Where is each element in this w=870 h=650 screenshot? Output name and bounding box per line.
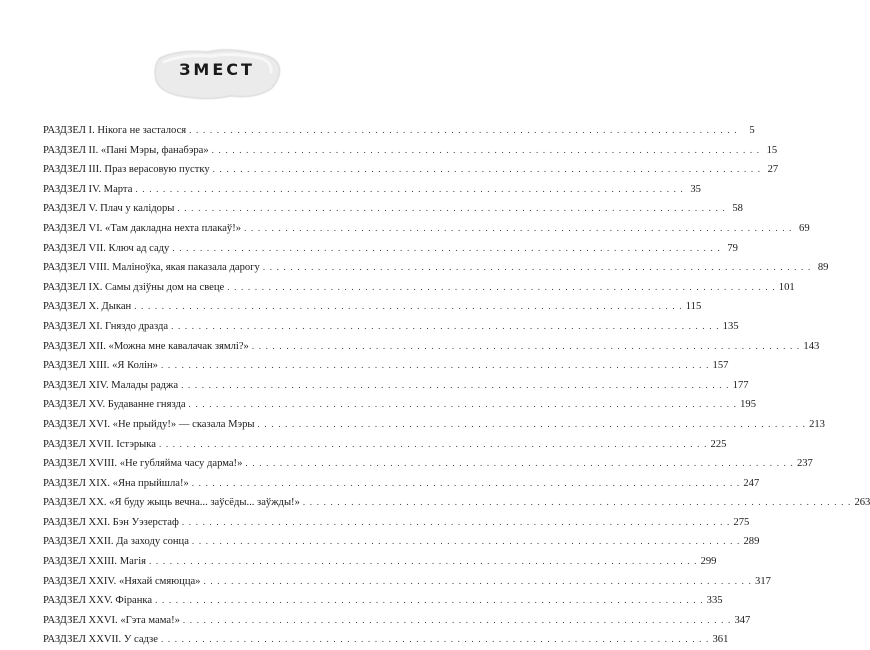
toc-entry-page: 275 xyxy=(733,516,750,528)
toc-entry-label: РАЗДЗЕЛ VIII. Маліноўка, якая паказала дарогу xyxy=(43,262,260,274)
dot-leader: . . . . . . . . . . . . . . . . . . . . . . . . . . . . . . . . . . . . . . . . . . . . . . . . . . . . . . . . . . . . . . . . . . . . . . . . . . . . . . . . xyxy=(177,203,726,214)
dot-leader: . . . . . . . . . . . . . . . . . . . . . . . . . . . . . . . . . . . . . . . . . . . . . . . . . . . . . . . . . . . . . . . . . . . . . . . . . . . . . . . . xyxy=(227,281,776,292)
dot-leader: . . . . . . . . . . . . . . . . . . . . . . . . . . . . . . . . . . . . . . . . . . . . . . . . . . . . . . . . . . . . . . . . . . . . . . . . . . . . . . . . xyxy=(212,164,762,175)
toc-entry xyxy=(43,611,751,631)
toc-entry xyxy=(43,258,829,278)
dot-leader: . . . . . . . . . . . . . . . . . . . . . . . . . . . . . . . . . . . . . . . . . . . . . . . . . . . . . . . . . . . . . . . . . . . . . . . . . . . . . . . . xyxy=(135,183,684,194)
toc-entry-label: РАЗДЗЕЛ XIII. «Я Колін» xyxy=(43,360,158,372)
toc-entry xyxy=(43,278,795,298)
toc-entry xyxy=(43,317,739,337)
toc-entry-label: РАЗДЗЕЛ V. Плач у калідоры xyxy=(43,203,175,215)
toc-entry-page: 177 xyxy=(732,379,749,391)
dot-leader: . . . . . . . . . . . . . . . . . . . . . . . . . . . . . . . . . . . . . . . . . . . . . . . . . . . . . . . . . . . . . . . . . . . . . . . . . . . . . . . . xyxy=(171,320,720,331)
toc-entry-label: РАЗДЗЕЛ XXI. Бэн Уэзерстаф xyxy=(43,516,179,528)
toc-entry xyxy=(43,337,820,357)
toc-entry-page: 247 xyxy=(743,477,760,489)
toc-entry xyxy=(43,219,810,239)
toc-entry-page: 225 xyxy=(710,438,727,450)
dot-leader: . . . . . . . . . . . . . . . . . . . . . . . . . . . . . . . . . . . . . . . . . . . . . . . . . . . . . . . . . . . . . . . . . . . . . . . . . . . . . . . . xyxy=(244,222,793,233)
toc-entry xyxy=(43,474,760,494)
toc-entry-page: 89 xyxy=(817,262,829,274)
dot-leader: . . . . . . . . . . . . . . . . . . . . . . . . . . . . . . . . . . . . . . . . . . . . . . . . . . . . . . . . . . . . . . . . . . . . . . . . . . . . . . . . xyxy=(262,262,812,273)
toc-entry xyxy=(43,493,870,513)
toc-entry-label: РАЗДЗЕЛ IV. Марта xyxy=(43,183,133,195)
toc-entry-page: 195 xyxy=(740,399,756,411)
dot-leader: . . . . . . . . . . . . . . . . . . . . . . . . . . . . . . . . . . . . . . . . . . . . . . . . . . . . . . . . . . . . . . . . . . . . . . . . . . . . . . . . xyxy=(188,399,738,410)
toc-entry-label: РАЗДЗЕЛ VII. Ключ ад саду xyxy=(43,242,170,254)
dot-leader: . . . . . . . . . . . . . . . . . . . . . . . . . . . . . . . . . . . . . . . . . . . . . . . . . . . . . . . . . . . . . . . . . . . . . . . . . . . . . . . . xyxy=(251,340,801,351)
dot-leader: . . . . . . . . . . . . . . . . . . . . . . . . . . . . . . . . . . . . . . . . . . . . . . . . . . . . . . . . . . . . . . . . . . . . . . . . . . . . . . . . xyxy=(134,301,683,312)
toc-entry-label: РАЗДЗЕЛ XIV. Малады раджа xyxy=(43,379,179,391)
dot-leader: . . . . . . . . . . . . . . . . . . . . . . . . . . . . . . . . . . . . . . . . . . . . . . . . . . . . . . . . . . . . . . . . . . . . . . . . . . . . . . . . xyxy=(160,634,710,645)
toc-entry xyxy=(43,552,717,572)
dot-leader: . . . . . . . . . . . . . . . . . . . . . . . . . . . . . . . . . . . . . . . . . . . . . . . . . . . . . . . . . . . . . . . . . . . . . . . . . . . . . . . . xyxy=(211,144,761,155)
table-of-contents xyxy=(43,121,870,650)
toc-entry xyxy=(43,121,755,141)
toc-entry xyxy=(43,591,723,611)
toc-entry xyxy=(43,513,750,533)
page-title: ЗМЕСТ xyxy=(179,60,255,79)
toc-entry xyxy=(43,356,729,376)
dot-leader: . . . . . . . . . . . . . . . . . . . . . . . . . . . . . . . . . . . . . . . . . . . . . . . . . . . . . . . . . . . . . . . . . . . . . . . . . . . . . . . . xyxy=(149,556,698,567)
toc-entry-page: 157 xyxy=(712,360,729,372)
toc-entry-label: РАЗДЗЕЛ VI. «Там дакладна нехта плакаў!» xyxy=(43,222,242,234)
dot-leader: . . . . . . . . . . . . . . . . . . . . . . . . . . . . . . . . . . . . . . . . . . . . . . . . . . . . . . . . . . . . . . . . . . . . . . . . . . . . . . . . xyxy=(191,477,741,488)
toc-entry xyxy=(43,572,771,592)
toc-entry-label: РАЗДЗЕЛ XXV. Фіранка xyxy=(43,595,153,607)
toc-entry-label: РАЗДЗЕЛ XIX. «Яна прыйшла!» xyxy=(43,477,189,489)
dot-leader: . . . . . . . . . . . . . . . . . . . . . . . . . . . . . . . . . . . . . . . . . . . . . . . . . . . . . . . . . . . . . . . . . . . . . . . . . . . . . . . . xyxy=(172,242,721,253)
dot-leader: . . . . . . . . . . . . . . . . . . . . . . . . . . . . . . . . . . . . . . . . . . . . . . . . . . . . . . . . . . . . . . . . . . . . . . . . . . . . . . . . xyxy=(182,614,732,625)
toc-entry-page: 135 xyxy=(722,320,739,332)
toc-entry-label: РАЗДЗЕЛ II. «Пані Мэры, фанабэра» xyxy=(43,144,209,156)
toc-entry xyxy=(43,395,756,415)
toc-entry-page: 69 xyxy=(799,222,810,234)
toc-entry-page: 143 xyxy=(803,340,820,352)
toc-entry-label: РАЗДЗЕЛ XV. Будаванне гнязда xyxy=(43,399,186,411)
toc-entry xyxy=(43,180,701,200)
toc-entry-label: РАЗДЗЕЛ XXIII. Магія xyxy=(43,556,147,568)
toc-entry-page: 347 xyxy=(734,614,751,626)
dot-leader: . . . . . . . . . . . . . . . . . . . . . . . . . . . . . . . . . . . . . . . . . . . . . . . . . . . . . . . . . . . . . . . . . . . . . . . . . . . . . . . . xyxy=(181,516,731,527)
toc-entry-page: 101 xyxy=(778,281,795,293)
toc-entry-page: 115 xyxy=(685,301,702,313)
title-banner xyxy=(150,44,284,104)
dot-leader: . . . . . . . . . . . . . . . . . . . . . . . . . . . . . . . . . . . . . . . . . . . . . . . . . . . . . . . . . . . . . . . . . . . . . . . . . . . . . . . . xyxy=(191,536,741,547)
dot-leader: . . . . . . . . . . . . . . . . . . . . . . . . . . . . . . . . . . . . . . . . . . . . . . . . . . . . . . . . . . . . . . . . . . . . . . . . . . . . . . . . xyxy=(160,360,710,371)
toc-entry xyxy=(43,532,760,552)
toc-entry xyxy=(43,141,778,161)
toc-entry xyxy=(43,435,727,455)
toc-entry-label: РАЗДЗЕЛ XI. Гняздо дразда xyxy=(43,320,169,332)
toc-entry xyxy=(43,630,729,650)
toc-entry xyxy=(43,199,743,219)
toc-entry xyxy=(43,376,749,396)
toc-entry-label: РАЗДЗЕЛ XX. «Я буду жыць вечна... заўсёды... заўжды!» xyxy=(43,497,300,509)
toc-entry-page: 361 xyxy=(712,634,729,646)
toc-entry-page: 289 xyxy=(743,536,760,548)
dot-leader: . . . . . . . . . . . . . . . . . . . . . . . . . . . . . . . . . . . . . . . . . . . . . . . . . . . . . . . . . . . . . . . . . . . . . . . . . . . . . . . . xyxy=(302,497,852,508)
toc-entry-label: РАЗДЗЕЛ XII. «Можна мне кавалачак зямлі?» xyxy=(43,340,249,352)
toc-entry-label: РАЗДЗЕЛ XXII. Да заходу сонца xyxy=(43,536,189,548)
dot-leader: . . . . . . . . . . . . . . . . . . . . . . . . . . . . . . . . . . . . . . . . . . . . . . . . . . . . . . . . . . . . . . . . . . . . . . . . . . . . . . . . xyxy=(203,575,753,586)
toc-entry-page: 35 xyxy=(690,183,701,195)
toc-entry xyxy=(43,239,738,259)
toc-entry-page: 79 xyxy=(727,242,738,254)
toc-entry-label: РАЗДЗЕЛ XVIII. «Не губляйма часу дарма!» xyxy=(43,458,243,470)
toc-entry-page: 263 xyxy=(854,497,870,509)
toc-entry-label: РАЗДЗЕЛ XXIV. «Няхай смяюцца» xyxy=(43,575,201,587)
toc-entry-page: 213 xyxy=(809,418,825,430)
toc-entry-page: 299 xyxy=(700,556,717,568)
toc-entry-page: 15 xyxy=(766,144,778,156)
dot-leader: . . . . . . . . . . . . . . . . . . . . . . . . . . . . . . . . . . . . . . . . . . . . . . . . . . . . . . . . . . . . . . . . . . . . . . . . . . . . . . . . xyxy=(158,438,708,449)
toc-entry xyxy=(43,415,825,435)
toc-entry-page: 58 xyxy=(732,203,743,215)
toc-entry-page: 5 xyxy=(749,125,755,136)
toc-entry-label: РАЗДЗЕЛ XXVI. «Гэта мама!» xyxy=(43,614,180,626)
toc-entry xyxy=(43,454,813,474)
toc-entry-page: 237 xyxy=(796,458,813,470)
dot-leader: . . . . . . . . . . . . . . . . . . . . . . . . . . . . . . . . . . . . . . . . . . . . . . . . . . . . . . . . . . . . . . . . . . . . . . . . . . . . . . . . xyxy=(155,595,704,606)
toc-entry-label: РАЗДЗЕЛ XVI. «Не прыйду!» — сказала Мэры xyxy=(43,418,255,430)
toc-entry xyxy=(43,160,779,180)
toc-entry-label: РАЗДЗЕЛ XVII. Істэрыка xyxy=(43,438,156,450)
toc-entry-label: РАЗДЗЕЛ III. Праз верасовую пустку xyxy=(43,164,210,176)
toc-entry-page: 317 xyxy=(755,575,771,587)
dot-leader: . . . . . . . . . . . . . . . . . . . . . . . . . . . . . . . . . . . . . . . . . . . . . . . . . . . . . . . . . . . . . . . . . . . . . . . . . . . . . . . . xyxy=(245,458,794,469)
dot-leader: . . . . . . . . . . . . . . . . . . . . . . . . . . . . . . . . . . . . . . . . . . . . . . . . . . . . . . . . . . . . . . . . . . . . . . . . . . . . . . . . xyxy=(181,379,730,390)
toc-entry-label: РАЗДЗЕЛ X. Дыкан xyxy=(43,301,132,313)
toc-entry-page: 27 xyxy=(767,164,779,176)
dot-leader: . . . . . . . . . . . . . . . . . . . . . . . . . . . . . . . . . . . . . . . . . . . . . . . . . . . . . . . . . . . . . . . . . . . . . . . . . . . . . . . . xyxy=(189,125,738,135)
dot-leader: . . . . . . . . . . . . . . . . . . . . . . . . . . . . . . . . . . . . . . . . . . . . . . . . . . . . . . . . . . . . . . . . . . . . . . . . . . . . . . . . xyxy=(257,418,807,429)
toc-entry-label: РАЗДЗЕЛ I. Нікога не засталося xyxy=(43,125,187,136)
toc-entry xyxy=(43,297,702,317)
toc-entry-label: РАЗДЗЕЛ IX. Самы дзіўны дом на свеце xyxy=(43,281,225,293)
toc-entry-page: 335 xyxy=(706,595,723,607)
toc-entry-label: РАЗДЗЕЛ XXVII. У садзе xyxy=(43,634,158,646)
